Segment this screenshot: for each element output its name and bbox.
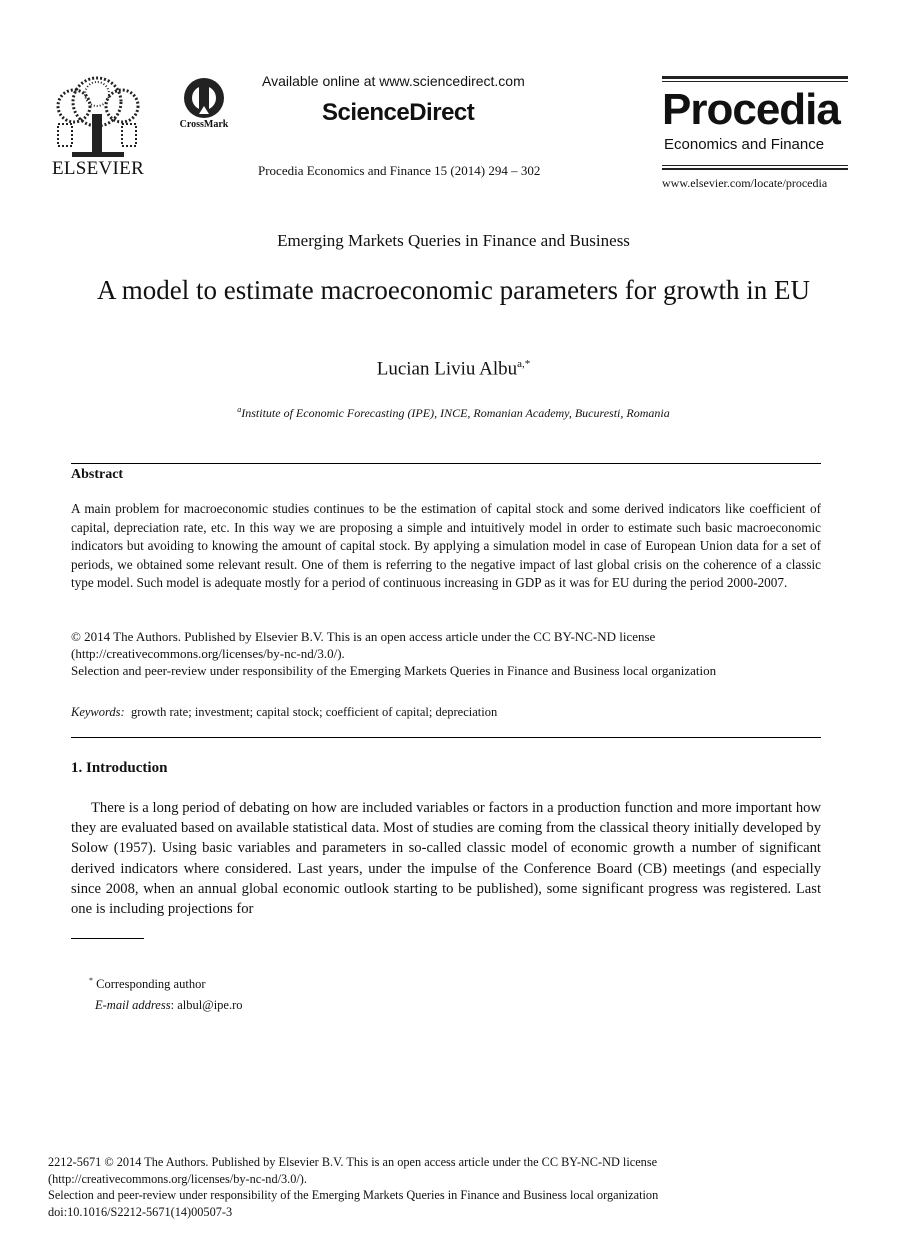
procedia-rule-bottom: [662, 168, 848, 170]
bottom-line-3: Selection and peer-review under responsibility of the Emerging Markets Queries in Finance and Business local organization: [48, 1188, 659, 1203]
elsevier-tree-logo: [52, 74, 144, 160]
elsevier-wordmark: ELSEVIER: [51, 158, 145, 179]
procedia-rule-top-thin: [662, 81, 848, 82]
abstract-bottom-rule: [71, 737, 821, 738]
bottom-line-1: 2212-5671 © 2014 The Authors. Published by Elsevier B.V. This is an open access article under the CC BY-NC-ND license: [48, 1155, 658, 1169]
email-address[interactable]: albul@ipe.ro: [177, 998, 243, 1012]
procedia-subtitle: Economics and Finance: [664, 136, 825, 153]
doi[interactable]: doi:10.1016/S2212-5671(14)00507-3: [48, 1204, 233, 1219]
journal-reference: Procedia Economics and Finance 15 (2014) 294 – 302: [258, 163, 541, 178]
footnote-rule: [71, 938, 144, 939]
article-title: A model to estimate macroeconomic parameters for growth in EU: [96, 275, 811, 305]
license-link[interactable]: (http://creativecommons.org/licenses/by-nc-nd/3.0/).: [71, 646, 345, 661]
keywords-label: Keywords:: [71, 705, 125, 719]
keywords-line: [71, 705, 821, 720]
footnote-email: E-mail address: albul@ipe.ro: [95, 998, 243, 1012]
crossmark-label: CrossMark: [179, 119, 229, 130]
license-block: [71, 628, 821, 679]
procedia-rule-top: [662, 76, 848, 79]
crossmark-icon[interactable]: [180, 76, 228, 120]
author-line: [0, 358, 907, 380]
license-line-3: Selection and peer-review under responsibility of the Emerging Markets Queries in Finance and Business local organization: [71, 663, 717, 678]
introduction-heading: 1. Introduction: [71, 760, 168, 776]
bottom-license-link[interactable]: (http://creativecommons.org/licenses/by-nc-nd/3.0/).: [48, 1171, 307, 1186]
abstract-body: A main problem for macroeconomic studies continues to be the estimation of capital stock and some derived indicators like coefficient of capital, depreciation rate, etc. In this way we are proposing a simple and intuitively model in order to estimate such basic macroeconomic indicators but avoiding to knowing the amount of capital stock. By applying a simulation model in case of European Union data for a set of periods, we obtained some relevant result. One of them is referring to the negative impact of last global crisis on the coherence of a classic type model. Such model is adequate mostly for a period of continuous increasing in GDP as it was for EU during the period 2000-2007.: [71, 501, 821, 591]
email-label: E-mail address: [95, 998, 171, 1012]
bottom-license-block: [48, 1154, 868, 1220]
corresponding-author-text: Corresponding author: [96, 977, 206, 992]
footnote-mark: *: [89, 976, 93, 985]
affiliation-text: Institute of Economic Forecasting (IPE), INCE, Romanian Academy, Bucuresti, Romania: [241, 406, 670, 420]
conference-name: Emerging Markets Queries in Finance and Business: [277, 231, 630, 250]
procedia-title: Procedia: [662, 85, 840, 134]
abstract-heading: Abstract: [71, 467, 124, 482]
author-marks: a,*: [517, 358, 531, 370]
procedia-url[interactable]: www.elsevier.com/locate/procedia: [662, 176, 828, 190]
affiliation-mark: a: [237, 405, 242, 414]
footnote-corresponding: [89, 976, 205, 992]
procedia-rule-bottom-thin: [662, 165, 848, 166]
sciencedirect-logo[interactable]: ScienceDirect: [322, 99, 475, 126]
license-line-1: © 2014 The Authors. Published by Elsevier B.V. This is an open access article under the CC BY-NC-ND license: [71, 629, 656, 644]
affiliation-line: [0, 405, 907, 421]
author-name: Lucian Liviu Albu: [376, 358, 518, 380]
abstract-top-rule: [71, 463, 821, 464]
available-online-text: Available online at www.sciencedirect.com: [262, 73, 525, 89]
introduction-body: There is a long period of debating on how are included variables or factors in a production function and more important how they are evaluated based on available statistical data. Most of studies are coming from the classical theory initially developed by Solow (1957). Using basic variables and parameters in so-called classic model of economic growth a number of significant derived indicators where considered. Last years, under the impulse of the Conference Board (CB) meetings (and especially since 2008, when an annual global economic outlook starting to be published), some significant progress was registered. Last one is including projections for: [71, 800, 821, 918]
keywords-list: growth rate; investment; capital stock; coefficient of capital; depreciation: [130, 705, 498, 719]
